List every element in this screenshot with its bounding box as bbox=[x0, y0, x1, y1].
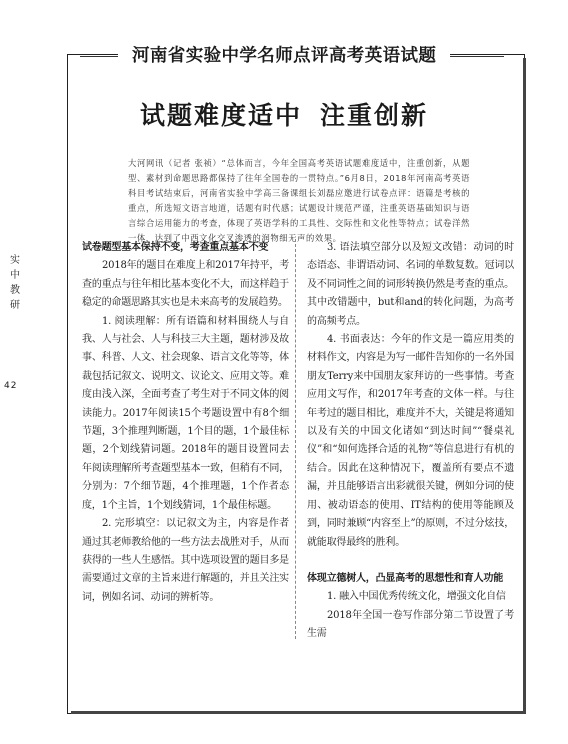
headline-part-2: 注重创新 bbox=[320, 101, 429, 130]
body-paragraph: 2. 完形填空：以记叙文为主，内容是作者通过其老师教给他的一些方法去战胜对手，从而获得的一些人生感悟。其中选项设置的题目多是需要通过文章的主旨来进行解题的，并且关注实词，例如名词、动词的辨析等。 bbox=[82, 518, 289, 603]
section-label: 实中教研 bbox=[10, 255, 20, 311]
headline-part-1: 试题难度适中 bbox=[139, 101, 302, 130]
column-divider bbox=[295, 239, 296, 639]
body-paragraph: 1. 融入中国优秀传统文化，增强文化自信 bbox=[327, 591, 506, 603]
left-column bbox=[82, 239, 289, 607]
section-heading: 试卷题型基本保持不变，考查重点基本不变 bbox=[82, 242, 269, 253]
body-paragraph: 2018年全国一卷写作部分第二节设置了考生需 bbox=[307, 609, 514, 640]
body-paragraph: 4. 书面表达：今年的作文是一篇应用类的材料作文，内容是为写一邮件告知你的一名外国朋友Terry来中国朋友家拜访的一些事情。考查应用文写作，和2017年考查的文体一样。与往年考过的题目相比，难度并不大，关键是将通知以及有关的中国文化诸如“到达时间”“餐桌礼仪”和“如何选择合适的礼物”等信息进行有机的结合。因此在这种情况下，覆盖所有要点不遗漏，并且能够语言出彩就很关键，例如分词的使用、被动语态的使用、IT结构的使用等能顾及到，同时兼顾“内容至上”的原则，不过分炫技，就能取得最终的胜利。 bbox=[307, 334, 514, 548]
frame-shadow bbox=[523, 58, 526, 714]
article-header-title: 河南省实验中学名师点评高考英语试题 bbox=[118, 42, 450, 67]
headline bbox=[0, 96, 568, 132]
body-paragraph: 3. 语法填空部分以及短文改错：动词的时态语态、非谓语动词、名词的单数复数。冠词以及不同词性之间的词形转换仍然是考查的重点。其中改错题中，but和and的转化问题，为高考的高频考点。 bbox=[307, 242, 514, 327]
page-number: 42 bbox=[4, 381, 18, 391]
body-paragraph: 2018年的题目在难度上和2017年持平，考查的重点与往年相比基本变化不大，而这样趋于稳定的命题思路其实也是未来高考的发展趋势。 bbox=[82, 260, 289, 309]
body-paragraph: 1. 阅读理解：所有语篇和材料围绕人与自我、人与社会、人与科技三大主题，题材涉及故事、科普、人文、社会现象、语言文化等等，体裁包括记叙文、说明文、议论文、应用文等。难度由浅入深，全面考查了考生对于不同文体的阅读能力。2017年阅读15个考题设置中有8个细节题，3个推理判断题，1个目的题，1个最佳标题，2个划线猜词题。2018年的题目设置同去年阅读理解所考查题型基本一致，但稍有不同，分别为：7个细节题，4个推理题，1个作者态度，1个主旨，1个划线猜词，1个最佳标题。 bbox=[82, 315, 289, 511]
lead-paragraph: 大河网讯（记者 张祯）“总体而言，今年全国高考英语试题难度适中，注重创新，从题型、素材到命题思路都保持了往年全国卷的一贯特点。”6月8日，2018年河南高考英语科目考试结束后，河南省实验中学高三备课组长刘磊应邀进行试卷点评：语篇是考核的重点，所选短文语言地道，话题有时代感；试题设计规范严谨，注重英语基础知识与语言综合运用能力的考查，体现了英语学科的工具性、交际性和文化性等特点；试卷洋然一体，达到了中西文化交叉渗透的润物细无声的效果。 bbox=[128, 158, 470, 243]
section-heading: 体现立德树人，凸显高考的思想性和育人功能 bbox=[307, 572, 503, 584]
frame-shadow-bottom bbox=[71, 711, 526, 714]
right-column bbox=[307, 239, 514, 644]
